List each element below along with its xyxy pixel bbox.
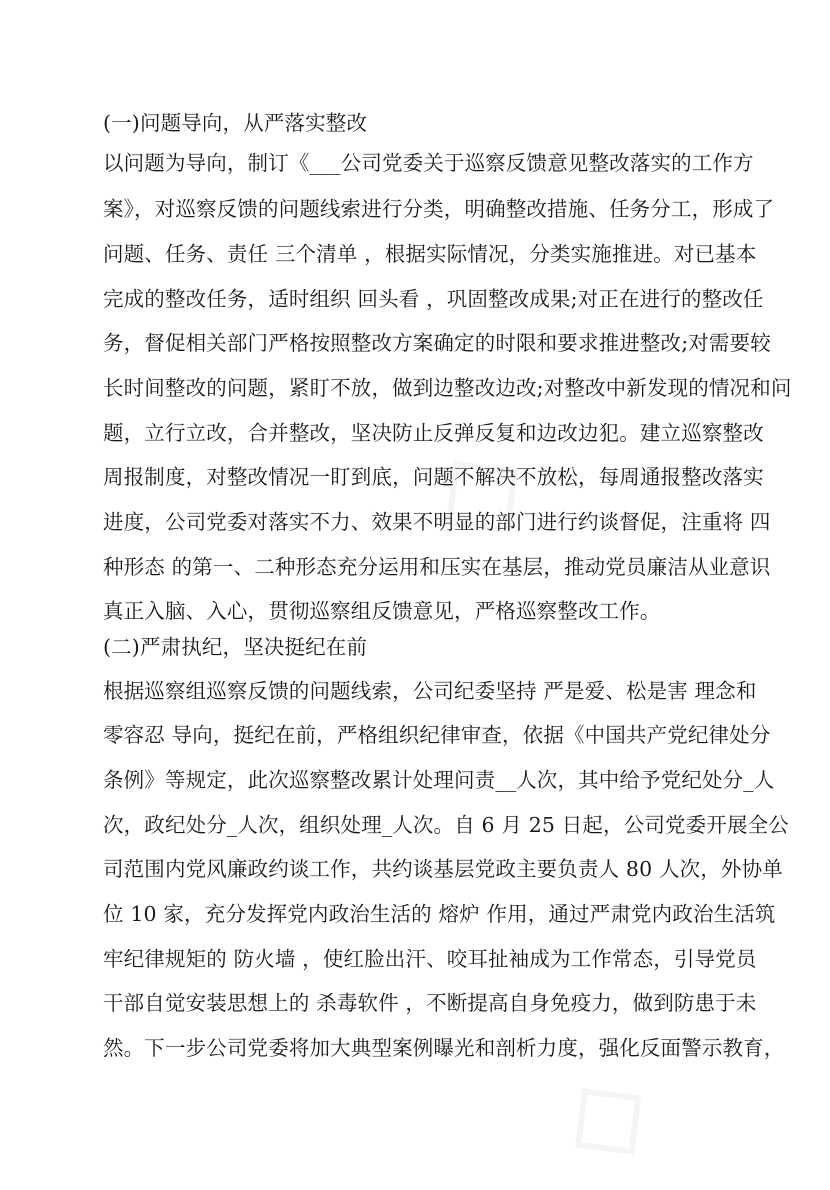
section-1-line: 真正入脑、入心，贯彻巡察组反馈意见，严格巡察整改工作。: [103, 599, 661, 623]
section-1-line: 以问题为导向，制订《___公司党委关于巡察反馈意见整改落实的工作方: [103, 151, 754, 175]
section-2-line: 根据巡察组巡察反馈的问题线索，公司纪委坚持 严是爱、松是害 理念和: [103, 679, 757, 703]
section-2-heading: (二)严肃执纪，坚决挺纪在前: [103, 635, 368, 659]
section-2-line: 司范围内党风廉政约谈工作，共约谈基层党政主要负责人 80 人次，外协单: [103, 857, 783, 881]
section-2-line: 条例》等规定，此次巡察整改累计处理问责__人次，其中给予党纪处分_人: [103, 768, 775, 792]
section-2-line: 牢纪律规矩的 防火墙 ，使红脸出汗、咬耳扯袖成为工作常态，引导党员: [103, 947, 757, 971]
section-1-line: 种形态 的第一、二种形态充分运用和压实在基层，推动党员廉洁从业意识: [103, 555, 771, 579]
section-2-line: 零容忍 导向，挺纪在前，严格组织纪律审查，依据《中国共产党纪律处分: [103, 723, 771, 747]
watermark: ◇: [529, 1037, 676, 1190]
section-1-line: 长时间整改的问题，紧盯不放，做到边整改边改;对整改中新发现的情况和问: [103, 376, 792, 400]
section-2-line: 位 10 家，充分发挥党内政治生活的 熔炉 作用，通过严肃党内政治生活筑: [103, 902, 776, 926]
section-1-line: 周报制度，对整改情况一盯到底，问题不解决不放松，每周通报整改落实: [103, 465, 764, 489]
section-1-line: 务，督促相关部门严格按照整改方案确定的时限和要求推进整改;对需要较: [103, 331, 771, 355]
section-1-line: 问题、任务、责任 三个清单 ，根据实际情况，分类实施推进。对已基本: [103, 242, 757, 266]
section-1-line: 题，立行立改，合并整改，坚决防止反弹反复和边改边犯。建立巡察整改: [103, 421, 764, 445]
section-1-heading: (一)问题导向，从严落实整改: [103, 111, 368, 135]
section-1-line: 进度，公司党委对落实不力、效果不明显的部门进行约谈督促，注重将 四: [103, 510, 771, 534]
section-2-line: 干部自觉安装思想上的 杀毒软件 ，不断提高自身免疫力，做到防患于未: [103, 991, 757, 1015]
watermark: ◇: [396, 406, 556, 573]
section-2-line: 然。下一步公司党委将加大典型案例曝光和剖析力度，强化反面警示教育，: [103, 1036, 785, 1060]
section-1-line: 完成的整改任务，适时组织 回头看 ，巩固整改成果;对正在进行的整改任: [103, 287, 764, 311]
section-2-line: 次，政纪处分_人次，组织处理_人次。自 6 月 25 日起，公司党委开展全公: [103, 813, 789, 837]
section-1-line: 案》，对巡察反馈的问题线索进行分类，明确整改措施、任务分工，形成了: [103, 197, 775, 221]
